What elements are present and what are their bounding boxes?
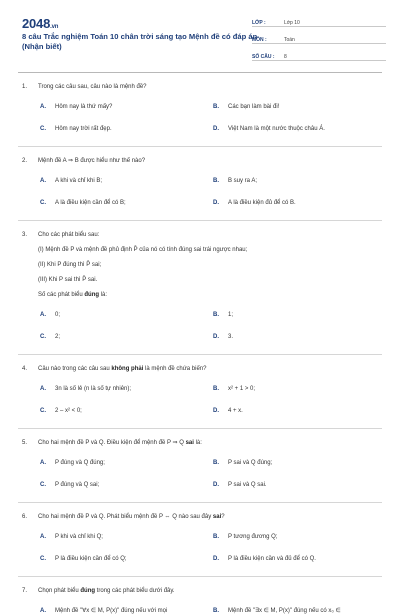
option-c[interactable]: C. A là điều kiện cần để có B; — [40, 200, 126, 206]
question-1 — [0, 83, 400, 134]
option-grid — [0, 385, 382, 416]
option-grid — [0, 103, 382, 134]
option-c[interactable]: C. Hôm nay trời rất đẹp. — [40, 126, 112, 132]
option-d[interactable]: D. P là điều kiện cần và đủ để có Q. — [213, 556, 316, 562]
document-meta — [252, 14, 386, 65]
option-b[interactable]: B. B suy ra A; — [213, 178, 258, 184]
question-3 — [0, 231, 400, 342]
question-divider — [18, 576, 382, 577]
question-text: Cho các phát biểu sau: — [38, 232, 100, 238]
statement-3: (III) Khi P sai thì P̄ sai. — [38, 277, 98, 283]
option-b[interactable]: B. Các bạn làm bài đi! — [213, 104, 280, 110]
option-d[interactable]: D. P sai và Q sai. — [213, 482, 267, 488]
question-2 — [0, 157, 400, 208]
question-7 — [0, 587, 400, 616]
question-text: Chọn phát biểu đúng trong các phát biểu dưới đây. — [38, 588, 175, 594]
question-divider — [18, 428, 382, 429]
question-number: 1. — [22, 84, 28, 90]
question-number: 2. — [22, 158, 28, 164]
question-number: 3. — [22, 232, 28, 238]
question-text: Câu nào trong các câu sau không phải là mệnh đề chứa biến? — [38, 366, 207, 372]
question-number: 5. — [22, 440, 28, 446]
document-title: 8 câu Trắc nghiệm Toán 10 chân trời sáng tạo Mệnh đề có đáp án (Nhận biết) — [22, 32, 258, 51]
option-grid — [0, 177, 382, 208]
meta-count-row: SỐ CÂU : 8 — [252, 48, 386, 61]
option-a[interactable]: A. P đúng và Q đúng; — [40, 460, 105, 466]
option-b[interactable]: B. P tương đương Q; — [213, 534, 278, 540]
header-divider — [18, 72, 382, 73]
option-c[interactable]: C. P là điều kiện cần để có Q; — [40, 556, 127, 562]
question-text: Cho hai mệnh đề P và Q. Điều kiện để mệnh đề P ⇒ Q sai là: — [38, 440, 202, 446]
option-grid — [0, 311, 382, 342]
question-divider — [18, 502, 382, 503]
option-a[interactable]: A. Mệnh đề "∀x ∈ M, P(x)" đúng nếu với mọi — [40, 608, 168, 614]
option-a[interactable]: A. A khi và chỉ khi B; — [40, 178, 103, 184]
question-number: 7. — [22, 588, 28, 594]
option-d[interactable]: D. Việt Nam là một nước thuộc châu Á. — [213, 126, 325, 132]
option-d[interactable]: D. 4 + x. — [213, 408, 243, 414]
option-b[interactable]: B. P sai và Q đúng; — [213, 460, 273, 466]
question-divider — [18, 354, 382, 355]
meta-class-row: LỚP : Lớp 10 — [252, 14, 386, 27]
meta-subject-row: MÔN : Toán — [252, 31, 386, 44]
question-number: 4. — [22, 366, 28, 372]
question-list — [0, 80, 400, 616]
question-text: Cho hai mệnh đề P và Q. Phát biểu mệnh đề P ⇔ Q nào sau đây sai? — [38, 514, 225, 520]
option-grid — [0, 533, 382, 564]
option-a[interactable]: A. 0; — [40, 312, 61, 318]
question-divider — [18, 220, 382, 221]
option-grid — [0, 607, 382, 616]
option-c[interactable]: C. 2; — [40, 334, 61, 340]
option-d[interactable]: D. 3. — [213, 334, 234, 340]
option-a[interactable]: A. Hôm nay là thứ mấy? — [40, 104, 113, 110]
option-c[interactable]: C. P đúng và Q sai; — [40, 482, 100, 488]
option-c[interactable]: C. 2 – x² < 0; — [40, 408, 82, 414]
question-text: Mệnh đề A ⇒ B được hiểu như thế nào? — [38, 158, 146, 164]
question-divider — [18, 146, 382, 147]
option-b[interactable]: B. x² + 1 > 0; — [213, 386, 256, 392]
site-logo[interactable]: 2048.vn — [22, 16, 59, 31]
question-text: Trong các câu sau, câu nào là mệnh đề? — [38, 84, 147, 90]
option-a[interactable]: A. 3n là số lẻ (n là số tự nhiên); — [40, 386, 132, 392]
question-4 — [0, 365, 400, 416]
statement-2: (II) Khi P đúng thì P̄ sai; — [38, 262, 102, 268]
statement-1: (I) Mệnh đề P và mệnh đề phủ định P̄ của nó có tính đúng sai trái ngược nhau; — [38, 247, 248, 253]
question-5 — [0, 439, 400, 490]
worksheet-header — [0, 0, 400, 66]
question-6 — [0, 513, 400, 564]
option-grid — [0, 459, 382, 490]
option-a[interactable]: A. P khi và chỉ khi Q; — [40, 534, 103, 540]
option-d[interactable]: D. A là điều kiện đủ để có B. — [213, 200, 296, 206]
question-number: 6. — [22, 514, 28, 520]
option-b[interactable]: B. 1; — [213, 312, 234, 318]
question-prompt: Số các phát biểu đúng là: — [38, 292, 108, 298]
option-b[interactable]: B. Mệnh đề "∃x ∈ M, P(x)" đúng nếu có x₀ ∈ — [213, 608, 341, 614]
